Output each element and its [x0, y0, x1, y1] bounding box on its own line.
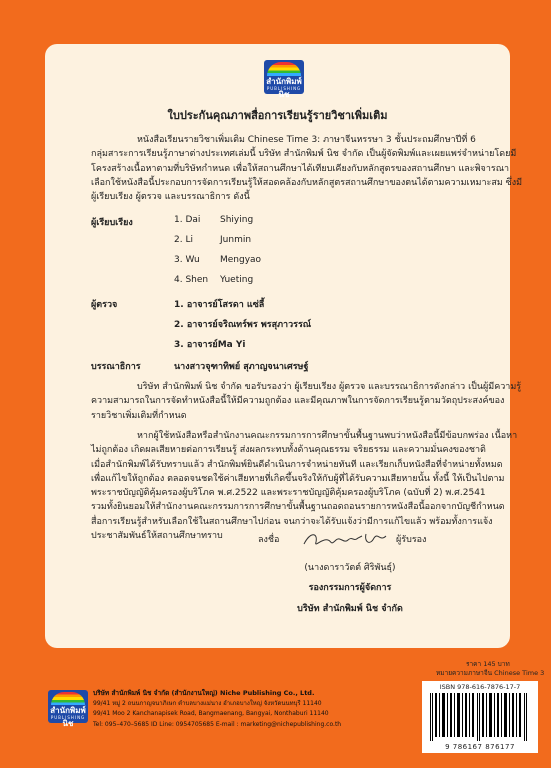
reviewer-item: 3. อาจารย์Ma Yi: [174, 340, 246, 350]
author-item: [174, 275, 253, 285]
author-name: Mengyao: [220, 255, 262, 265]
author-num: 3. Wu: [174, 255, 200, 265]
para-line: หากผู้ใช้หนังสือหรือสำนักงานคณะกรรมการการศึกษาขั้นพื้นฐานพบว่าหนังสือนี้มีข้อบกพร่อง เนื้อหา: [137, 431, 518, 441]
publisher-logo: [264, 60, 304, 99]
sign-prefix: ลงชื่อ: [258, 535, 280, 545]
author-item: [174, 235, 251, 245]
logo-en-text: PUBLISHING: [50, 715, 86, 720]
author-num: 4. Shen: [174, 275, 209, 285]
publisher-info: [93, 688, 341, 730]
para-line: สื่อการเรียนรู้สำหรับเลือกใช้ในสถานศึกษาไปก่อน จนกว่าจะได้รับแจ้งว่ามีการแก้ไขแล้ว พร้อมทั้งการแจ้ง: [91, 516, 493, 527]
author-name: Shiying: [220, 215, 254, 225]
liability-paragraph: [91, 429, 517, 543]
isbn-barcode: [422, 681, 538, 753]
author-item: [174, 215, 253, 225]
signer-company: บริษัท สำนักพิมพ์ นิช จำกัด: [297, 604, 403, 614]
intro-line: หนังสือเรียนรายวิชาเพิ่มเติม Chinese Time 3: ภาษาจีนหรรษา 3 ชั้นประถมศึกษาปีที่ 6: [137, 135, 476, 145]
reviewer-item: 1. อาจารย์โสรดา แซ่ลี้: [174, 300, 265, 310]
footer-publisher-logo: [48, 690, 88, 728]
author-num: 2. Li: [174, 235, 193, 245]
publisher-contact: Tel: 095–470–5685 ID Line: 0954705685 E-mail : marketing@nichepublishing.co.th: [93, 720, 342, 728]
subject-text: หมายความภาษาจีน Chinese Time 3: [436, 669, 545, 677]
price-text: ราคา 145 บาท: [466, 660, 510, 668]
reviewer-item: 2. อาจารย์จริณทร์พร พรสุภาวรรณ์: [174, 320, 312, 330]
para-line: ไม่ถูกต้อง เกิดผลเสียหายต่อการเรียนรู้ ส่งผลกระทบทั้งด้านคุณธรรม จริยธรรม และความมั่นคงของชาติ: [91, 445, 486, 456]
para-line: เมื่อสำนักพิมพ์ได้รับทราบแล้ว สำนักพิมพ์ยินดีดำเนินการจำหน่ายทันที และเรียกเก็บหนังสือที่จำหน่ายทั้งหมด: [91, 459, 503, 470]
editor-name: นางสาวจุฑาทิพย์ สุภาญจนาเศรษฐ์: [174, 362, 309, 372]
barcode-icon: [428, 693, 532, 741]
publisher-name: บริษัท สำนักพิมพ์ นิช จำกัด (สำนักงานใหญ่) Niche Publishing Co., Ltd.: [93, 689, 315, 697]
author-name: Junmin: [220, 235, 252, 245]
para-line: ความสามารถในการจัดทำหนังสือนี้ให้มีความถูกต้อง และมีคุณภาพในการจัดการเรียนรู้ตามวัตถุประสงค์ของ: [91, 396, 505, 407]
intro-paragraph: [91, 133, 522, 204]
intro-line: กลุ่มสาระการเรียนรู้ภาษาต่างประเทศเล่มนี้ บริษัท สำนักพิมพ์ นิช จำกัด เป็นผู้จัดพิมพ์และเผยแพร่จำหน่ายโดยมี: [91, 149, 517, 160]
logo-thai-text: สำนักพิมพ์นิช: [50, 706, 86, 728]
intro-line: โครงสร้างเนื้อหาตามที่บริษัทกำหนด เพื่อให้สถานศึกษาได้เทียบเคียงกับหลักสูตรของสถานศึกษา และพิจารณา: [91, 163, 510, 174]
author-item: [174, 255, 261, 265]
isbn-number: 9 786167 876177: [445, 743, 515, 751]
certification-paragraph: [91, 380, 521, 423]
signer-name: (นางดาราวัตต์ ศิริพันธุ์): [304, 563, 396, 573]
para-line: รายวิชาเพิ่มเติมที่กำหนด: [91, 410, 187, 421]
logo-thai-text: สำนักพิมพ์นิช: [266, 77, 302, 99]
para-line: พระราชบัญญัติคุ้มครองผู้บริโภค พ.ศ.2522 และพระราชบัญญัติคุ้มครองผู้บริโภค (ฉบับที่ 2) พ.ศ.2541: [91, 488, 486, 499]
authors-label: ผู้เรียบเรียง: [91, 218, 133, 228]
publisher-address-en: 99/41 Moo 2 Kanchanapisek Road, Bangmaenang, Bangyai, Nonthaburi 11140: [93, 710, 329, 717]
editor-label: บรรณาธิการ: [91, 362, 141, 372]
isbn-label: ISBN 978-616-7876-17-7: [439, 683, 521, 691]
para-line: เพื่อแก้ไขให้ถูกต้อง ตลอดจนชดใช้ค่าเสียหายที่เกิดขึ้นจริงให้กับผู้ที่ได้รับความเสียหายนั้น ทั้งนี้ ให้เป็นไปตาม: [91, 473, 505, 484]
para-line: บริษัท สำนักพิมพ์ นิช จำกัด ขอรับรองว่า ผู้เรียบเรียง ผู้ตรวจ และบรรณาธิการดังกล่าว เป็นผู้มีความรู้: [137, 382, 522, 392]
reviewers-label: ผู้ตรวจ: [91, 300, 118, 310]
intro-line: เลือกใช้หนังสือนี้ประกอบการจัดการเรียนรู้ให้สอดคล้องกับหลักสูตรสถานศึกษาของตนได้ตามความเหมาะสม ซึ่งมี: [91, 177, 523, 188]
certificate-title: ใบประกันคุณภาพสื่อการเรียนรู้รายวิชาเพิ่มเติม: [167, 109, 388, 122]
publisher-address-th: 99/41 หมู่ 2 ถนนกาญจนาภิเษก ตำบลบางแม่นาง อำเภอบางใหญ่ จังหวัดนนทบุรี 11140: [93, 699, 322, 707]
logo-en-text: PUBLISHING: [266, 86, 302, 91]
signer-position: รองกรรมการผู้จัดการ: [308, 583, 392, 593]
sign-suffix: ผู้รับรอง: [396, 535, 427, 545]
intro-line: ผู้เรียบเรียง ผู้ตรวจ และบรรณาธิการ ดังนี้: [91, 192, 250, 203]
para-line: ประชาสัมพันธ์ให้สถานศึกษาทราบ: [91, 531, 223, 542]
handwritten-signature: [300, 528, 390, 552]
quality-certificate-card: [45, 44, 523, 648]
author-name: Yueting: [220, 275, 254, 285]
para-line: รวมทั้งยินยอมให้สำนักงานคณะกรรมการการศึกษาขั้นพื้นฐานถอดถอนรายการหนังสือนี้ออกจากบัญชีกำหนด: [91, 502, 505, 513]
rainbow-icon: [267, 62, 301, 76]
author-num: 1. Dai: [174, 215, 201, 225]
